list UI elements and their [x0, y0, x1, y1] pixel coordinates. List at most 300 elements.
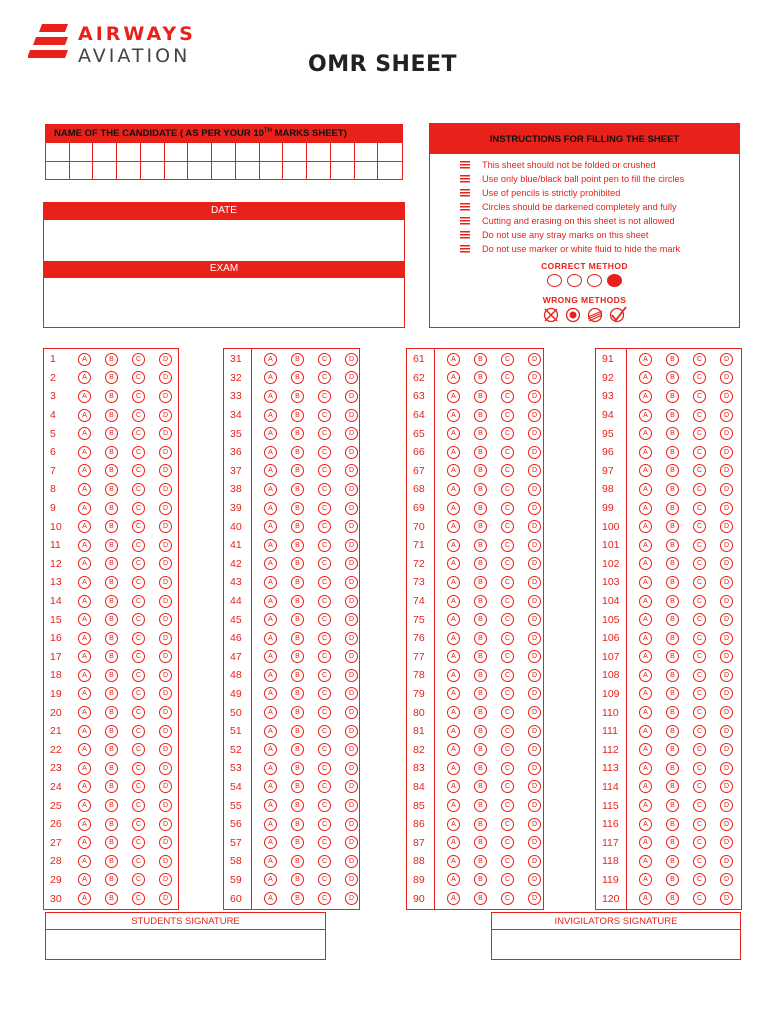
answer-bubble-d[interactable]: D: [159, 818, 172, 831]
answer-bubble-b[interactable]: B: [291, 818, 304, 831]
answer-bubble-c[interactable]: C: [132, 446, 145, 459]
answer-bubble-c[interactable]: C: [132, 650, 145, 663]
answer-bubble-b[interactable]: B: [474, 669, 487, 682]
answer-bubble-b[interactable]: B: [666, 353, 679, 366]
answer-bubble-a[interactable]: A: [639, 706, 652, 719]
answer-bubble-c[interactable]: C: [693, 632, 706, 645]
answer-bubble-b[interactable]: B: [666, 539, 679, 552]
answer-bubble-d[interactable]: D: [345, 818, 358, 831]
answer-bubble-c[interactable]: C: [693, 539, 706, 552]
answer-bubble-c[interactable]: C: [693, 483, 706, 496]
answer-bubble-b[interactable]: B: [474, 836, 487, 849]
answer-bubble-a[interactable]: A: [78, 502, 91, 515]
answer-bubble-c[interactable]: C: [501, 576, 514, 589]
answer-bubble-c[interactable]: C: [318, 706, 331, 719]
name-letter-cell[interactable]: [355, 142, 379, 161]
answer-bubble-c[interactable]: C: [501, 390, 514, 403]
answer-bubble-b[interactable]: B: [291, 595, 304, 608]
answer-bubble-b[interactable]: B: [291, 427, 304, 440]
answer-bubble-a[interactable]: A: [78, 725, 91, 738]
name-letter-cell[interactable]: [378, 142, 402, 161]
answer-bubble-c[interactable]: C: [501, 687, 514, 700]
answer-bubble-b[interactable]: B: [474, 576, 487, 589]
answer-bubble-a[interactable]: A: [447, 687, 460, 700]
answer-bubble-b[interactable]: B: [291, 409, 304, 422]
answer-bubble-c[interactable]: C: [132, 855, 145, 868]
answer-bubble-c[interactable]: C: [318, 780, 331, 793]
answer-bubble-b[interactable]: B: [666, 669, 679, 682]
answer-bubble-b[interactable]: B: [105, 873, 118, 886]
answer-bubble-b[interactable]: B: [666, 613, 679, 626]
answer-bubble-a[interactable]: A: [639, 390, 652, 403]
answer-bubble-d[interactable]: D: [528, 669, 541, 682]
answer-bubble-a[interactable]: A: [447, 427, 460, 440]
answer-bubble-a[interactable]: A: [447, 892, 460, 905]
answer-bubble-c[interactable]: C: [693, 706, 706, 719]
answer-bubble-c[interactable]: C: [501, 873, 514, 886]
answer-bubble-b[interactable]: B: [666, 780, 679, 793]
answer-bubble-a[interactable]: A: [447, 780, 460, 793]
answer-bubble-d[interactable]: D: [720, 799, 733, 812]
answer-bubble-b[interactable]: B: [291, 446, 304, 459]
answer-bubble-c[interactable]: C: [132, 892, 145, 905]
answer-bubble-a[interactable]: A: [639, 818, 652, 831]
answer-bubble-b[interactable]: B: [291, 650, 304, 663]
name-letter-cell[interactable]: [188, 161, 212, 180]
answer-bubble-b[interactable]: B: [666, 650, 679, 663]
answer-bubble-a[interactable]: A: [264, 687, 277, 700]
answer-bubble-a[interactable]: A: [78, 371, 91, 384]
name-letter-cell[interactable]: [117, 161, 141, 180]
answer-bubble-a[interactable]: A: [78, 892, 91, 905]
answer-bubble-d[interactable]: D: [720, 371, 733, 384]
answer-bubble-b[interactable]: B: [291, 762, 304, 775]
answer-bubble-a[interactable]: A: [639, 427, 652, 440]
answer-bubble-b[interactable]: B: [291, 725, 304, 738]
answer-bubble-d[interactable]: D: [720, 743, 733, 756]
answer-bubble-b[interactable]: B: [666, 576, 679, 589]
answer-bubble-d[interactable]: D: [528, 539, 541, 552]
answer-bubble-d[interactable]: D: [720, 539, 733, 552]
answer-bubble-d[interactable]: D: [528, 632, 541, 645]
answer-bubble-a[interactable]: A: [78, 576, 91, 589]
answer-bubble-c[interactable]: C: [318, 464, 331, 477]
answer-bubble-a[interactable]: A: [78, 446, 91, 459]
answer-bubble-a[interactable]: A: [78, 762, 91, 775]
answer-bubble-d[interactable]: D: [720, 855, 733, 868]
answer-bubble-c[interactable]: C: [318, 669, 331, 682]
answer-bubble-c[interactable]: C: [693, 780, 706, 793]
answer-bubble-b[interactable]: B: [666, 855, 679, 868]
answer-bubble-a[interactable]: A: [264, 409, 277, 422]
answer-bubble-c[interactable]: C: [318, 595, 331, 608]
answer-bubble-d[interactable]: D: [159, 836, 172, 849]
answer-bubble-b[interactable]: B: [666, 371, 679, 384]
answer-bubble-d[interactable]: D: [528, 873, 541, 886]
answer-bubble-b[interactable]: B: [474, 855, 487, 868]
students-signature-box[interactable]: [45, 912, 326, 960]
answer-bubble-b[interactable]: B: [474, 502, 487, 515]
answer-bubble-c[interactable]: C: [132, 706, 145, 719]
answer-bubble-d[interactable]: D: [528, 687, 541, 700]
answer-bubble-b[interactable]: B: [105, 576, 118, 589]
answer-bubble-a[interactable]: A: [447, 371, 460, 384]
answer-bubble-b[interactable]: B: [105, 613, 118, 626]
answer-bubble-a[interactable]: A: [639, 687, 652, 700]
answer-bubble-d[interactable]: D: [159, 427, 172, 440]
name-letter-cell[interactable]: [70, 142, 94, 161]
answer-bubble-c[interactable]: C: [132, 557, 145, 570]
answer-bubble-d[interactable]: D: [720, 836, 733, 849]
answer-bubble-a[interactable]: A: [78, 706, 91, 719]
answer-bubble-b[interactable]: B: [474, 650, 487, 663]
name-letter-cell[interactable]: [283, 161, 307, 180]
answer-bubble-d[interactable]: D: [159, 613, 172, 626]
answer-bubble-a[interactable]: A: [264, 446, 277, 459]
answer-bubble-a[interactable]: A: [264, 613, 277, 626]
answer-bubble-c[interactable]: C: [693, 743, 706, 756]
answer-bubble-c[interactable]: C: [693, 650, 706, 663]
answer-bubble-c[interactable]: C: [318, 427, 331, 440]
date-field[interactable]: [44, 220, 404, 261]
answer-bubble-b[interactable]: B: [666, 799, 679, 812]
answer-bubble-a[interactable]: A: [447, 464, 460, 477]
answer-bubble-d[interactable]: D: [720, 557, 733, 570]
answer-bubble-b[interactable]: B: [105, 725, 118, 738]
answer-bubble-b[interactable]: B: [666, 873, 679, 886]
answer-bubble-c[interactable]: C: [318, 873, 331, 886]
answer-bubble-a[interactable]: A: [264, 483, 277, 496]
answer-bubble-d[interactable]: D: [159, 687, 172, 700]
answer-bubble-a[interactable]: A: [447, 520, 460, 533]
name-entry-grid[interactable]: [46, 142, 402, 180]
answer-bubble-d[interactable]: D: [720, 762, 733, 775]
answer-bubble-a[interactable]: A: [264, 706, 277, 719]
answer-bubble-a[interactable]: A: [78, 836, 91, 849]
answer-bubble-b[interactable]: B: [105, 371, 118, 384]
answer-bubble-b[interactable]: B: [474, 687, 487, 700]
answer-bubble-a[interactable]: A: [78, 557, 91, 570]
answer-bubble-b[interactable]: B: [105, 743, 118, 756]
answer-bubble-c[interactable]: C: [693, 595, 706, 608]
answer-bubble-b[interactable]: B: [291, 706, 304, 719]
answer-bubble-d[interactable]: D: [159, 539, 172, 552]
answer-bubble-d[interactable]: D: [528, 780, 541, 793]
answer-bubble-a[interactable]: A: [264, 595, 277, 608]
answer-bubble-c[interactable]: C: [132, 464, 145, 477]
answer-bubble-a[interactable]: A: [264, 836, 277, 849]
answer-bubble-d[interactable]: D: [345, 632, 358, 645]
answer-bubble-b[interactable]: B: [666, 464, 679, 477]
answer-bubble-d[interactable]: D: [159, 371, 172, 384]
answer-bubble-c[interactable]: C: [501, 539, 514, 552]
answer-bubble-c[interactable]: C: [132, 409, 145, 422]
answer-bubble-d[interactable]: D: [345, 557, 358, 570]
answer-bubble-c[interactable]: C: [501, 464, 514, 477]
answer-bubble-c[interactable]: C: [693, 464, 706, 477]
answer-bubble-b[interactable]: B: [105, 687, 118, 700]
answer-bubble-b[interactable]: B: [474, 539, 487, 552]
answer-bubble-a[interactable]: A: [264, 390, 277, 403]
answer-bubble-b[interactable]: B: [291, 520, 304, 533]
answer-bubble-d[interactable]: D: [720, 632, 733, 645]
answer-bubble-a[interactable]: A: [264, 464, 277, 477]
name-letter-cell[interactable]: [378, 161, 402, 180]
answer-bubble-d[interactable]: D: [159, 446, 172, 459]
answer-bubble-c[interactable]: C: [693, 873, 706, 886]
answer-bubble-d[interactable]: D: [528, 409, 541, 422]
answer-bubble-b[interactable]: B: [291, 743, 304, 756]
answer-bubble-a[interactable]: A: [78, 390, 91, 403]
answer-bubble-b[interactable]: B: [474, 409, 487, 422]
answer-bubble-a[interactable]: A: [639, 743, 652, 756]
answer-bubble-c[interactable]: C: [132, 613, 145, 626]
answer-bubble-a[interactable]: A: [447, 557, 460, 570]
answer-bubble-d[interactable]: D: [345, 409, 358, 422]
answer-bubble-c[interactable]: C: [501, 743, 514, 756]
name-letter-cell[interactable]: [46, 142, 70, 161]
answer-bubble-c[interactable]: C: [132, 836, 145, 849]
answer-bubble-c[interactable]: C: [318, 557, 331, 570]
answer-bubble-b[interactable]: B: [291, 371, 304, 384]
answer-bubble-c[interactable]: C: [132, 743, 145, 756]
name-letter-cell[interactable]: [212, 161, 236, 180]
answer-bubble-c[interactable]: C: [501, 818, 514, 831]
answer-bubble-c[interactable]: C: [132, 799, 145, 812]
answer-bubble-d[interactable]: D: [159, 706, 172, 719]
name-letter-cell[interactable]: [236, 161, 260, 180]
answer-bubble-d[interactable]: D: [159, 892, 172, 905]
answer-bubble-a[interactable]: A: [639, 836, 652, 849]
answer-bubble-c[interactable]: C: [132, 780, 145, 793]
name-letter-cell[interactable]: [307, 161, 331, 180]
answer-bubble-b[interactable]: B: [666, 390, 679, 403]
answer-bubble-d[interactable]: D: [345, 725, 358, 738]
answer-bubble-b[interactable]: B: [474, 483, 487, 496]
answer-bubble-a[interactable]: A: [78, 650, 91, 663]
answer-bubble-c[interactable]: C: [693, 557, 706, 570]
answer-bubble-d[interactable]: D: [528, 892, 541, 905]
answer-bubble-d[interactable]: D: [345, 539, 358, 552]
answer-bubble-c[interactable]: C: [693, 409, 706, 422]
answer-bubble-d[interactable]: D: [720, 706, 733, 719]
answer-bubble-c[interactable]: C: [132, 483, 145, 496]
answer-bubble-a[interactable]: A: [639, 725, 652, 738]
answer-bubble-b[interactable]: B: [105, 520, 118, 533]
name-letter-cell[interactable]: [141, 142, 165, 161]
answer-bubble-c[interactable]: C: [132, 632, 145, 645]
name-letter-cell[interactable]: [355, 161, 379, 180]
answer-bubble-b[interactable]: B: [105, 780, 118, 793]
answer-bubble-a[interactable]: A: [639, 613, 652, 626]
answer-bubble-d[interactable]: D: [345, 446, 358, 459]
answer-bubble-a[interactable]: A: [639, 595, 652, 608]
answer-bubble-d[interactable]: D: [345, 390, 358, 403]
answer-bubble-a[interactable]: A: [639, 371, 652, 384]
answer-bubble-c[interactable]: C: [318, 371, 331, 384]
answer-bubble-c[interactable]: C: [501, 892, 514, 905]
answer-bubble-c[interactable]: C: [132, 576, 145, 589]
answer-bubble-a[interactable]: A: [264, 427, 277, 440]
answer-bubble-d[interactable]: D: [528, 762, 541, 775]
answer-bubble-b[interactable]: B: [474, 464, 487, 477]
answer-bubble-d[interactable]: D: [159, 464, 172, 477]
answer-bubble-d[interactable]: D: [528, 502, 541, 515]
answer-bubble-b[interactable]: B: [474, 632, 487, 645]
answer-bubble-a[interactable]: A: [78, 799, 91, 812]
answer-bubble-b[interactable]: B: [291, 390, 304, 403]
answer-bubble-a[interactable]: A: [78, 818, 91, 831]
answer-bubble-c[interactable]: C: [318, 855, 331, 868]
answer-bubble-a[interactable]: A: [447, 613, 460, 626]
answer-bubble-d[interactable]: D: [345, 669, 358, 682]
answer-bubble-d[interactable]: D: [720, 576, 733, 589]
answer-bubble-c[interactable]: C: [318, 762, 331, 775]
answer-bubble-a[interactable]: A: [447, 576, 460, 589]
answer-bubble-b[interactable]: B: [105, 409, 118, 422]
answer-bubble-c[interactable]: C: [693, 353, 706, 366]
answer-bubble-c[interactable]: C: [132, 818, 145, 831]
answer-bubble-a[interactable]: A: [78, 855, 91, 868]
answer-bubble-c[interactable]: C: [693, 390, 706, 403]
answer-bubble-d[interactable]: D: [528, 576, 541, 589]
answer-bubble-b[interactable]: B: [666, 520, 679, 533]
answer-bubble-d[interactable]: D: [720, 650, 733, 663]
answer-bubble-b[interactable]: B: [291, 632, 304, 645]
answer-bubble-d[interactable]: D: [528, 520, 541, 533]
answer-bubble-a[interactable]: A: [264, 892, 277, 905]
answer-bubble-a[interactable]: A: [447, 743, 460, 756]
answer-bubble-b[interactable]: B: [291, 780, 304, 793]
answer-bubble-d[interactable]: D: [720, 409, 733, 422]
answer-bubble-b[interactable]: B: [474, 873, 487, 886]
answer-bubble-d[interactable]: D: [345, 780, 358, 793]
answer-bubble-b[interactable]: B: [105, 390, 118, 403]
answer-bubble-b[interactable]: B: [666, 595, 679, 608]
answer-bubble-a[interactable]: A: [447, 650, 460, 663]
answer-bubble-b[interactable]: B: [474, 557, 487, 570]
answer-bubble-d[interactable]: D: [345, 353, 358, 366]
answer-bubble-d[interactable]: D: [720, 687, 733, 700]
answer-bubble-a[interactable]: A: [264, 743, 277, 756]
answer-bubble-c[interactable]: C: [318, 743, 331, 756]
answer-bubble-c[interactable]: C: [501, 483, 514, 496]
name-letter-cell[interactable]: [283, 142, 307, 161]
answer-bubble-c[interactable]: C: [318, 650, 331, 663]
answer-bubble-c[interactable]: C: [501, 836, 514, 849]
answer-bubble-c[interactable]: C: [501, 799, 514, 812]
name-letter-cell[interactable]: [141, 161, 165, 180]
answer-bubble-a[interactable]: A: [639, 502, 652, 515]
answer-bubble-b[interactable]: B: [105, 353, 118, 366]
answer-bubble-c[interactable]: C: [501, 446, 514, 459]
answer-bubble-d[interactable]: D: [159, 725, 172, 738]
answer-bubble-a[interactable]: A: [639, 576, 652, 589]
answer-bubble-d[interactable]: D: [345, 520, 358, 533]
answer-bubble-a[interactable]: A: [639, 799, 652, 812]
answer-bubble-a[interactable]: A: [447, 669, 460, 682]
answer-bubble-a[interactable]: A: [264, 557, 277, 570]
answer-bubble-b[interactable]: B: [474, 892, 487, 905]
answer-bubble-a[interactable]: A: [639, 446, 652, 459]
answer-bubble-b[interactable]: B: [105, 669, 118, 682]
answer-bubble-c[interactable]: C: [693, 855, 706, 868]
name-letter-cell[interactable]: [93, 142, 117, 161]
answer-bubble-b[interactable]: B: [666, 762, 679, 775]
answer-bubble-a[interactable]: A: [78, 483, 91, 496]
answer-bubble-b[interactable]: B: [474, 595, 487, 608]
answer-bubble-b[interactable]: B: [666, 502, 679, 515]
answer-bubble-a[interactable]: A: [264, 780, 277, 793]
answer-bubble-c[interactable]: C: [318, 576, 331, 589]
name-letter-cell[interactable]: [260, 161, 284, 180]
answer-bubble-b[interactable]: B: [666, 427, 679, 440]
answer-bubble-b[interactable]: B: [666, 632, 679, 645]
answer-bubble-a[interactable]: A: [264, 818, 277, 831]
answer-bubble-b[interactable]: B: [291, 576, 304, 589]
answer-bubble-a[interactable]: A: [639, 780, 652, 793]
answer-bubble-a[interactable]: A: [447, 632, 460, 645]
answer-bubble-d[interactable]: D: [345, 464, 358, 477]
name-letter-cell[interactable]: [165, 161, 189, 180]
answer-bubble-d[interactable]: D: [159, 595, 172, 608]
answer-bubble-b[interactable]: B: [105, 446, 118, 459]
name-letter-cell[interactable]: [117, 142, 141, 161]
answer-bubble-b[interactable]: B: [291, 687, 304, 700]
answer-bubble-a[interactable]: A: [78, 427, 91, 440]
answer-bubble-c[interactable]: C: [318, 892, 331, 905]
answer-bubble-a[interactable]: A: [264, 371, 277, 384]
answer-bubble-b[interactable]: B: [666, 706, 679, 719]
answer-bubble-d[interactable]: D: [720, 353, 733, 366]
answer-bubble-c[interactable]: C: [693, 892, 706, 905]
answer-bubble-c[interactable]: C: [318, 613, 331, 626]
answer-bubble-c[interactable]: C: [132, 353, 145, 366]
answer-bubble-a[interactable]: A: [447, 873, 460, 886]
answer-bubble-c[interactable]: C: [318, 799, 331, 812]
answer-bubble-b[interactable]: B: [474, 799, 487, 812]
answer-bubble-a[interactable]: A: [447, 818, 460, 831]
answer-bubble-b[interactable]: B: [291, 836, 304, 849]
name-letter-cell[interactable]: [188, 142, 212, 161]
answer-bubble-b[interactable]: B: [291, 855, 304, 868]
answer-bubble-c[interactable]: C: [501, 427, 514, 440]
answer-bubble-a[interactable]: A: [78, 353, 91, 366]
answer-bubble-d[interactable]: D: [528, 353, 541, 366]
answer-bubble-d[interactable]: D: [528, 371, 541, 384]
answer-bubble-a[interactable]: A: [447, 409, 460, 422]
answer-bubble-a[interactable]: A: [639, 632, 652, 645]
answer-bubble-c[interactable]: C: [693, 725, 706, 738]
answer-bubble-a[interactable]: A: [78, 632, 91, 645]
answer-bubble-a[interactable]: A: [264, 762, 277, 775]
answer-bubble-c[interactable]: C: [693, 687, 706, 700]
answer-bubble-d[interactable]: D: [345, 650, 358, 663]
answer-bubble-b[interactable]: B: [666, 892, 679, 905]
answer-bubble-b[interactable]: B: [291, 502, 304, 515]
answer-bubble-d[interactable]: D: [528, 595, 541, 608]
answer-bubble-d[interactable]: D: [720, 780, 733, 793]
answer-bubble-a[interactable]: A: [78, 520, 91, 533]
answer-bubble-c[interactable]: C: [693, 371, 706, 384]
answer-bubble-a[interactable]: A: [78, 613, 91, 626]
answer-bubble-d[interactable]: D: [720, 818, 733, 831]
answer-bubble-d[interactable]: D: [345, 799, 358, 812]
answer-bubble-c[interactable]: C: [132, 669, 145, 682]
answer-bubble-a[interactable]: A: [447, 725, 460, 738]
answer-bubble-a[interactable]: A: [264, 576, 277, 589]
answer-bubble-d[interactable]: D: [159, 353, 172, 366]
